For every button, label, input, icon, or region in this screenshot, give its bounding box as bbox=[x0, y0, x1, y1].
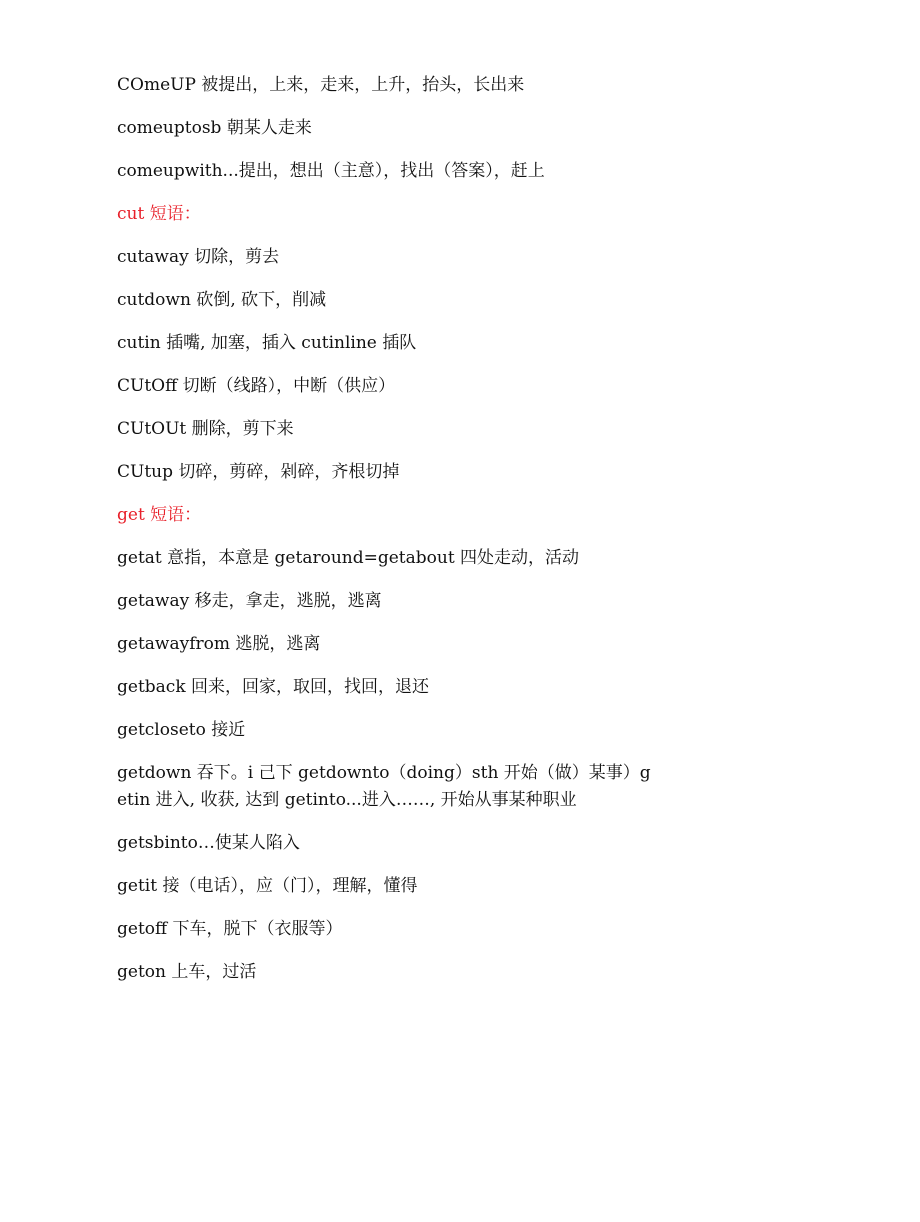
phrase-line: getit 接（电话），应（门），理解，懂得 bbox=[117, 876, 418, 896]
phrase-line: COmeUP 被提出，上来，走来，上升，抬头，长出来 bbox=[117, 75, 525, 95]
phrase-line: getcloseto 接近 bbox=[117, 720, 246, 740]
phrase-line: cutdown 砍倒, 砍下，削减 bbox=[117, 290, 327, 310]
phrase-line: comeuptosb 朝某人走来 bbox=[117, 118, 312, 138]
document-page bbox=[117, 72, 677, 1002]
phrase-line-wrapped: getdown 吞下。i 己下 getdownto（doing）sth 开始（做）某事）getin 进入, 收获, 达到 getinto...进入……, 开始从事某种职业 bbox=[117, 763, 651, 810]
phrase-line: getawayfrom 逃脱，逃离 bbox=[117, 634, 321, 654]
phrase-line: getoff 下车，脱下（衣服等） bbox=[117, 919, 343, 939]
phrase-line: getback 回来，回家，取回，找回，退还 bbox=[117, 677, 430, 697]
phrase-line: getaway 移走，拿走，逃脱，逃离 bbox=[117, 591, 382, 611]
phrase-line: cutin 插嘴, 加塞，插入 cutinline 插队 bbox=[117, 333, 417, 353]
phrase-line: comeupwith...提出，想出（主意），找出（答案），赶上 bbox=[117, 161, 545, 181]
phrase-line: geton 上车，过活 bbox=[117, 962, 257, 982]
phrase-line: CUtOff 切断（线路），中断（供应） bbox=[117, 376, 396, 396]
phrase-line: CUtup 切碎，剪碎，剁碎，齐根切掉 bbox=[117, 462, 400, 482]
phrase-line: CUtOUt 删除，剪下来 bbox=[117, 419, 294, 439]
phrase-line: cutaway 切除，剪去 bbox=[117, 247, 280, 267]
section-heading-cut: cut 短语： bbox=[117, 204, 201, 224]
phrase-line: getat 意指，本意是 getaround=getabout 四处走动，活动 bbox=[117, 548, 580, 568]
phrase-line: getsbinto…使某人陷入 bbox=[117, 833, 300, 853]
section-heading-get: get 短语： bbox=[117, 505, 202, 525]
